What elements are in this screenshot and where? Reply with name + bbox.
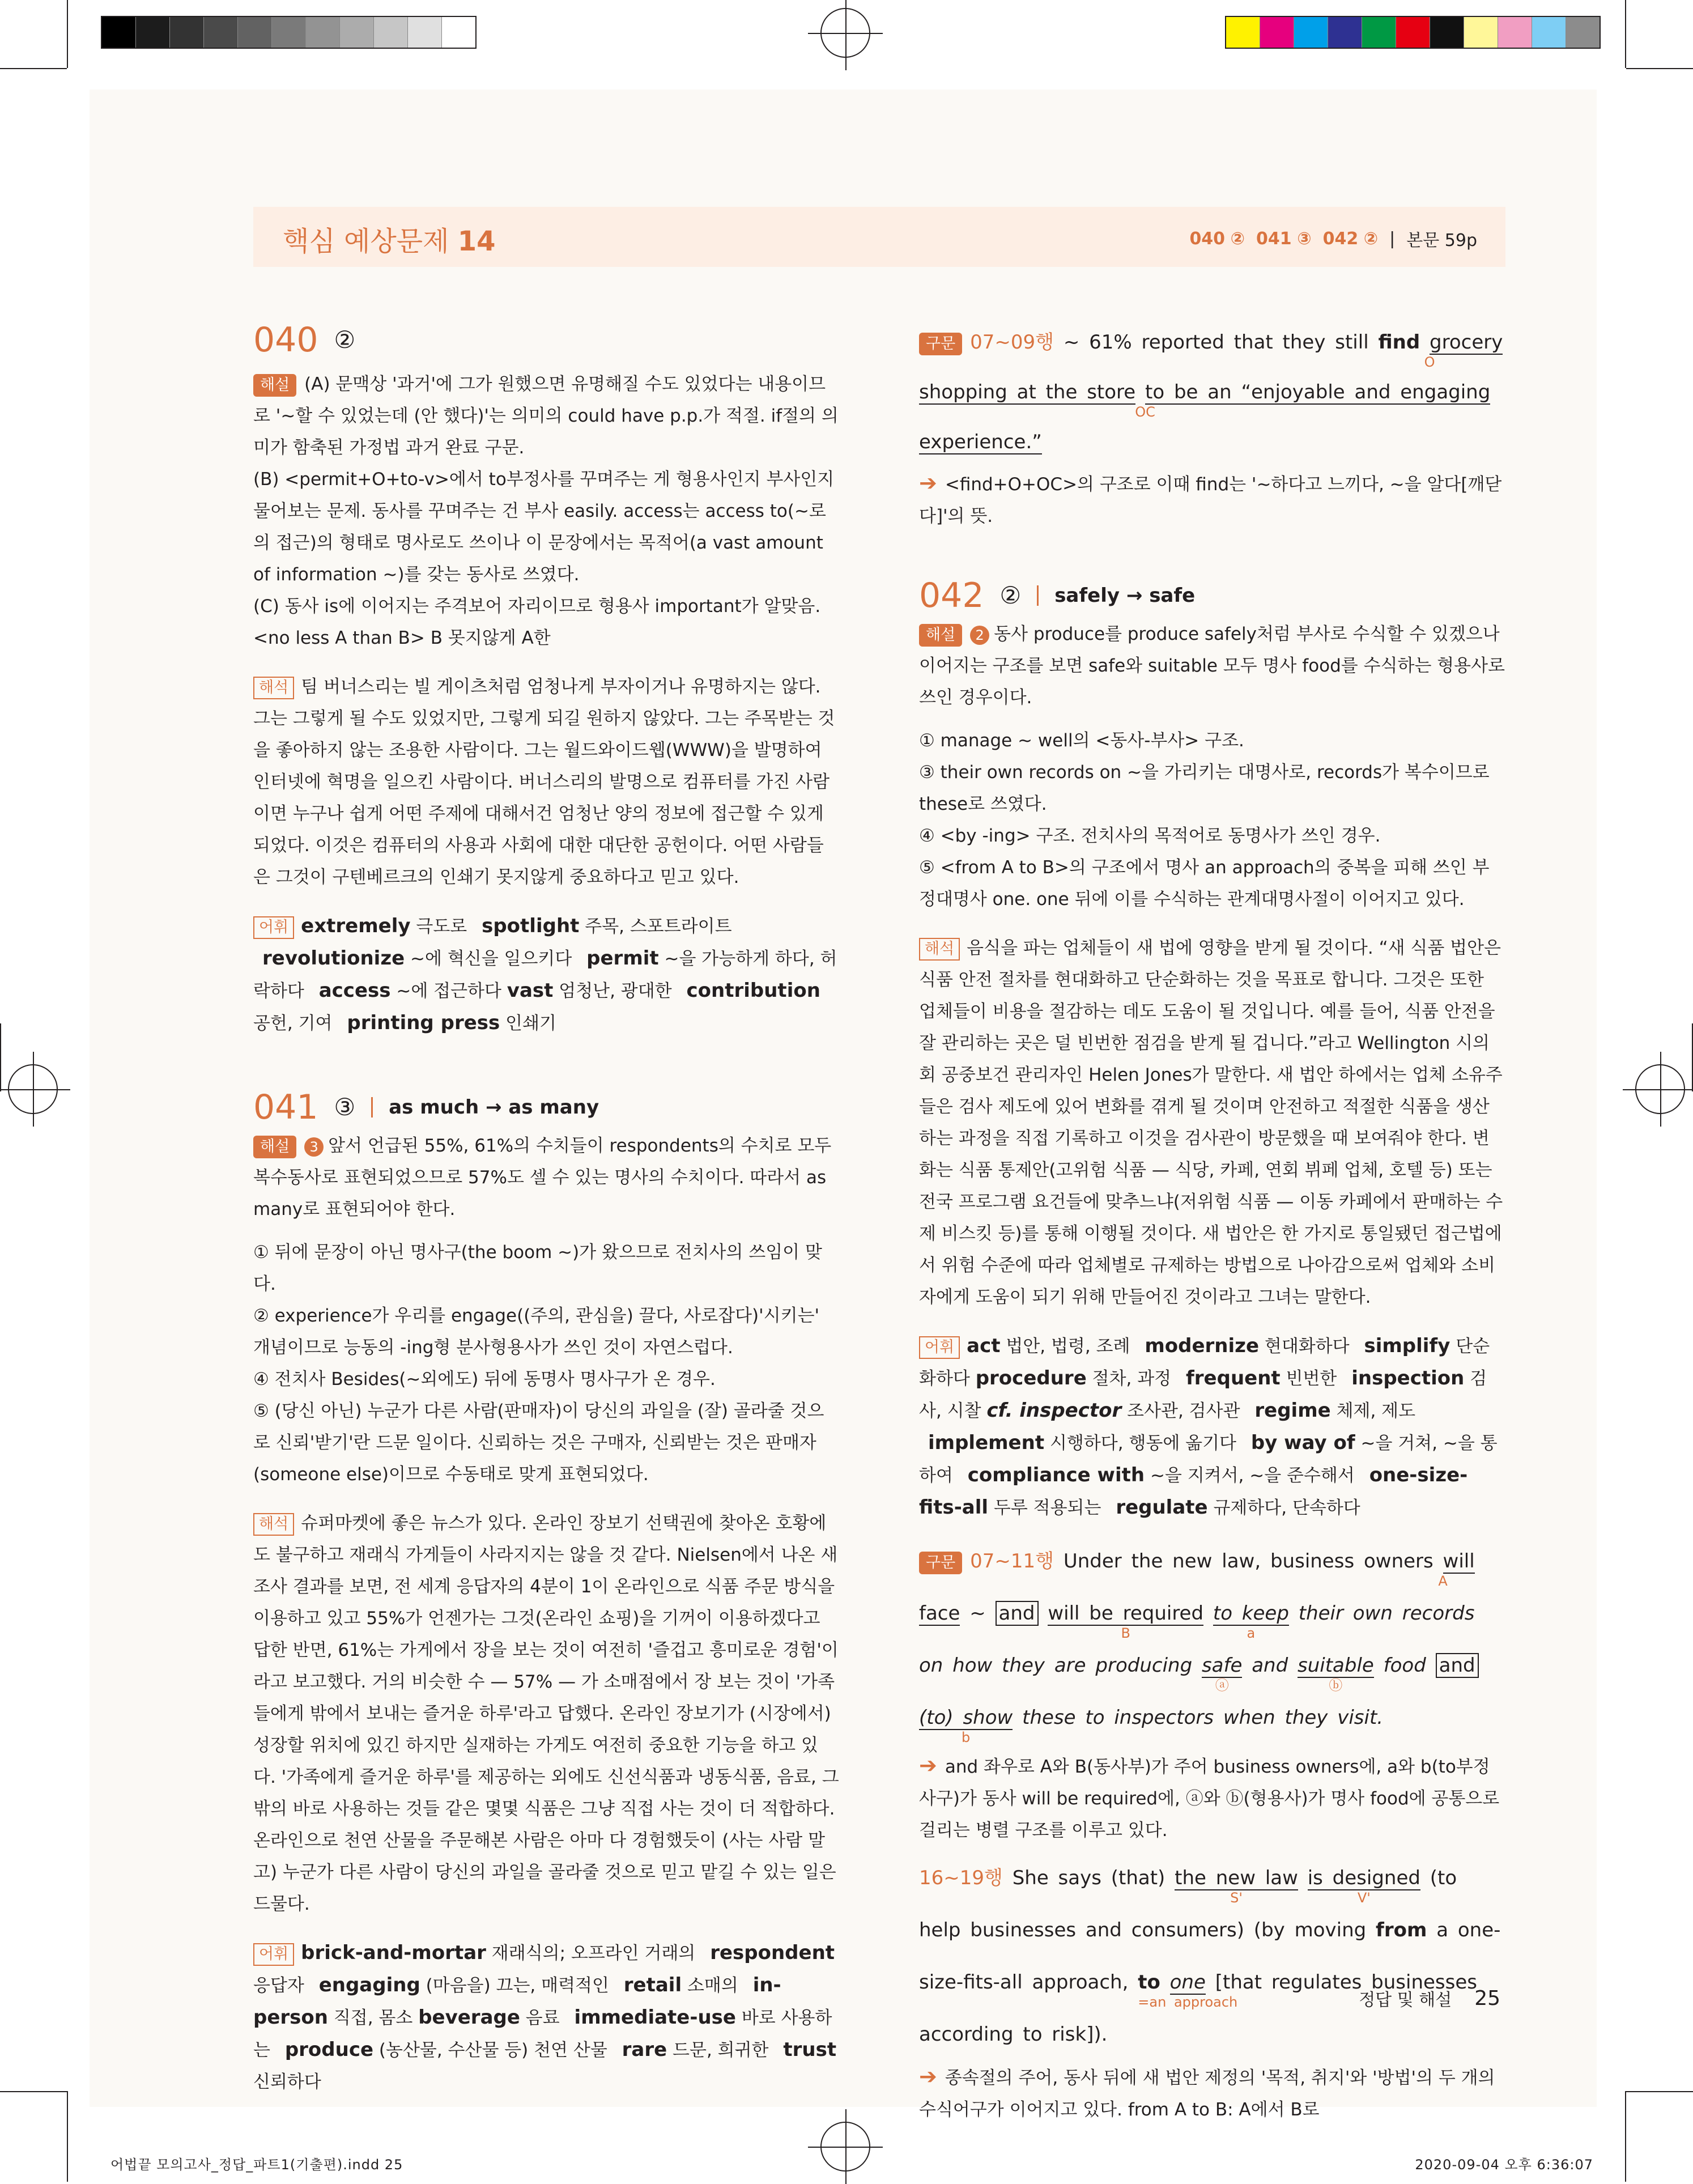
line-range: 07~11행 <box>970 1550 1054 1573</box>
answer-item: 040 ② <box>1189 228 1245 249</box>
translation-tag: 해석 <box>253 1513 294 1536</box>
left-column <box>253 317 840 2098</box>
explain-tag: 해설 <box>253 1136 296 1158</box>
answer-summary <box>1189 226 1477 251</box>
page-reference: 본문 59p <box>1406 231 1477 250</box>
point-4: ④ <by -ing> 구조. 전치사의 목적어로 동명사가 쓰인 경우. <box>919 826 1381 846</box>
divider <box>371 1097 373 1118</box>
translation-tag: 해석 <box>253 677 294 699</box>
vocab-tag: 어휘 <box>253 1943 294 1966</box>
question-042-heading <box>919 573 1505 618</box>
page-footer <box>1359 1986 1500 2011</box>
syntax-tag: 구문 <box>919 333 962 355</box>
correction: safely → safe <box>1054 584 1196 607</box>
syntax-explanation: ➔ <find+O+OC>의 구조로 이때 find는 '~하다고 느끼다, ~을 알다[깨닫다]'의 뜻. <box>919 470 1502 526</box>
crop-mark <box>1626 68 1693 69</box>
point-1: ① 뒤에 문장이 아닌 명사구(the boom ~)가 왔으므로 전치사의 쓰임이 맞다. <box>253 1242 822 1294</box>
question-number: 041 <box>253 1087 318 1127</box>
registration-mark-bottom <box>820 2122 870 2172</box>
syntax-explanation: ➔ 종속절의 주어, 동사 뒤에 새 법안 제정의 '목적, 취지'와 '방법'의 두 개의 수식어구가 이어지고 있다. from A to B: A에서 B로 <box>919 2064 1495 2120</box>
syntax-note-042-b: 16~19행 She says (that) the new law S' is designed V' (to help businesses and consumers) (by moving from a one-size-fits-all approach, to one =an approach [that regulates businesses according to risk]). <box>919 1867 1501 2046</box>
right-column <box>919 317 1505 2126</box>
point-2: ② experience가 우리를 engage((주의, 관심을) 끌다, 사로잡다)'시키는' 개념이므로 능동의 -ing형 분사형용사가 쓰인 것이 자연스럽다. <box>253 1306 820 1358</box>
crop-mark <box>0 68 67 69</box>
registration-mark-right <box>1635 1064 1685 1114</box>
point-4: ④ 전치사 Besides(~외에도) 뒤에 동명사 명사구가 온 경우. <box>253 1369 716 1390</box>
point-5: ⑤ (당신 아닌) 누군가 다른 사람(판매자)이 당신의 과일을 (잘) 골라줄 것으로 신뢰'받기'란 드문 일이다. 신뢰하는 것은 구매자, 신뢰받는 것은 판매자(someone else)이므로 수동태로 맞게 표현되었다. <box>253 1401 824 1485</box>
question-number: 042 <box>919 576 984 615</box>
answer-item: 042 ② <box>1322 228 1379 249</box>
explain-tag: 해설 <box>253 374 296 397</box>
point-1: ① manage ~ well의 <동사-부사> 구조. <box>919 730 1244 751</box>
print-slug-file: 어법끝 모의고사_정답_파트1(기출편).indd 25 <box>110 2157 403 2173</box>
complement-phrase: to be an “enjoyable and engaging experience.” OC <box>919 381 1491 453</box>
question-number: 040 <box>253 320 318 360</box>
explain-tag: 해설 <box>919 624 962 647</box>
section-header <box>253 207 1505 267</box>
vocabulary: 어휘 brick-and-mortar 재래식의; 오프라인 거래의 respondent 응답자 engaging (마음을) 끄는, 매력적인 retail 소매의 in-person 직접, 몸소 beverage 음료 immediate-use 바로 사용하는 produce (농산물, 수산물 등) 천연 산물 rare 드문, 희귀한 trust 신뢰하다 <box>253 1941 837 2092</box>
question-040-heading <box>253 317 840 363</box>
point-5: ⑤ <from A to B>의 구조에서 명사 an approach의 중복을 피해 쓰인 부정대명사 one. one 뒤에 이를 수식하는 관계대명사절이 이어지고 있다. <box>919 857 1490 910</box>
object-phrase: grocery shopping at the store O <box>919 331 1503 403</box>
crop-mark <box>0 2091 67 2092</box>
explanation: 해설 2 동사 produce를 produce safely처럼 부사로 수식할 수 있겠으나 이어지는 구조를 보면 safe와 suitable 모두 명사 food를 수식하는 형용사로 쓰인 경우이다. <box>919 624 1505 708</box>
grayscale-bar <box>101 16 477 49</box>
arrow-icon: ➔ <box>919 1753 937 1778</box>
translation: 해석 팀 버너스리는 빌 게이츠처럼 엄청나게 부자이거나 유명하지는 않다. 그는 그렇게 될 수도 있었지만, 그렇게 되길 원하지 않았다. 그는 주목받는 것을 좋아하지 않는 조용한 사람이다. 그는 월드와이드웹(WWW)을 발명하여 인터넷에 혁명을 일으킨 사람이다. 버너스리의 발명으로 컴퓨터를 가진 사람이면 누구나 쉽게 어떤 주제에 대해서건 엄청난 양의 정보에 접근할 수 있게 되었다. 이것은 컴퓨터의 사용과 사회에 대한 대단한 공헌이다. 어떤 사람들은 그것이 구텐베르크의 인쇄기 못지않게 중요하다고 믿고 있다. <box>253 677 835 887</box>
arrow-icon: ➔ <box>919 2064 937 2089</box>
vocab-tag: 어휘 <box>919 1336 960 1359</box>
arrow-icon: ➔ <box>919 470 937 495</box>
crop-mark <box>67 2091 68 2182</box>
explanation: 해설 3 앞서 언급된 55%, 61%의 수치들이 respondents의 수치로 모두 복수동사로 표현되었으므로 57%도 셀 수 있는 명사의 수치이다. 따라서 as many로 표현되어야 한다. <box>253 1136 832 1220</box>
translation: 해석 슈퍼마켓에 좋은 뉴스가 있다. 온라인 장보기 선택권에 찾아온 호황에도 불구하고 재래식 가게들이 사라지지는 않을 것 같다. Nielsen에서 나온 새 조사 결과를 보면, 전 세계 응답자의 4분이 1이 온라인으로 식품 주문 방식을 이용하고 있고 55%가 언젠가는 그것(온라인 쇼핑)을 기꺼이 이용하겠다고 답한 반면, 61%는 가게에서 장을 보는 것이 여전히 '즐겁고 흥미로운 경험'이라고 보고했다. 거의 비슷한 수 — 57% — 가 소매점에서 장 보는 것이 '가족들에게 밖에서 보내는 즐거운 하루'라고 답했다. 온라인 장보기가 (시장에서) 성장할 위치에 있긴 하지만 실재하는 가게도 여전히 중요한 기능을 하고 있다. '가족에게 즐거운 하루'를 제공하는 외에도 신선식품과 냉동식품, 음료, 그 밖의 바로 사용하는 것들 같은 몇몇 식품은 그냥 직접 사는 것이 더 적합하다. 온라인으로 천연 산물을 주문해본 사람은 아마 다 경험했듯이 (사는 사람 말고) 누군가 다른 사람이 당신의 과일을 골라줄 것으로 믿고 맡길 수 있는 일은 드물다. <box>253 1513 839 1914</box>
line-range: 16~19행 <box>919 1867 1003 1889</box>
correction: as much → as many <box>389 1096 599 1119</box>
question-041-heading <box>253 1085 840 1130</box>
crop-mark <box>1625 2091 1626 2182</box>
choice-number: 3 <box>304 1137 324 1157</box>
answer-item: 041 ③ <box>1256 228 1312 249</box>
vocab-tag: 어휘 <box>253 916 294 939</box>
answer-mark: ② <box>334 326 356 354</box>
crop-mark <box>67 0 68 68</box>
footer-label: 정답 및 해설 <box>1359 1990 1452 2010</box>
answer-mark: ② <box>999 581 1022 609</box>
translation: 해석 음식을 파는 업체들이 새 법에 영향을 받게 될 것이다. “새 식품 법안은 식품 안전 절차를 현대화하고 단순화하는 것을 목표로 합니다. 그것은 또한 업체들이 비용을 절감하는 데도 도움이 될 것입니다. 예를 들어, 식품 안전을 잘 관리하는 곳은 덜 빈번한 점검을 받게 될 겁니다.”라고 Wellington 시의회 공중보건 관리자인 Helen Jones가 말한다. 새 법안 하에서는 업체 소유주들은 검사 제도에 있어 변화를 겪게 될 것이며 안전하고 적절한 식품을 생산하는 과정을 직접 기록하고 이것을 검사관이 방문했을 때 보여줘야 한다. 변화는 식품 통제안(고위험 식품 — 식당, 카페, 연회 뷔페 업체, 호텔 등) 또는 전국 프로그램 요건들에 맞추느냐(저위험 식품 — 이동 카페에서 판매하는 수제 비스킷 등)를 통해 이행될 것이다. 새 법안은 한 가지로 통일됐던 접근법에서 위험 수준에 따라 업체별로 규제하는 방법으로 나아감으로써 업체와 소비자에게 도움이 되기 위해 만들어진 것이라고 그녀는 말한다. <box>919 938 1503 1307</box>
answer-mark: ③ <box>334 1093 356 1121</box>
crop-mark <box>0 1023 1 1091</box>
translation-tag: 해석 <box>919 938 960 961</box>
line-range: 07~09행 <box>970 331 1054 354</box>
color-bar <box>1225 16 1601 49</box>
divider: | <box>1389 228 1396 249</box>
title-prefix: 핵심 예상문제 <box>283 226 449 257</box>
syntax-tag: 구문 <box>919 1552 962 1574</box>
vocabulary: 어휘 extremely 극도로 spotlight 주목, 스포트라이트 revolutionize ~에 혁신을 일으키다 permit ~을 가능하게 하다, 허락하다 access ~에 접근하다 vast 엄청난, 광대한 contribution 공헌, 기여 printing press 인쇄기 <box>253 915 837 1034</box>
page-number: 25 <box>1474 1986 1500 2010</box>
registration-mark-top <box>820 8 870 58</box>
print-slug-date: 2020-09-04 오후 6:36:07 <box>1415 2157 1593 2173</box>
title-number: 14 <box>457 226 496 257</box>
crop-mark <box>1626 2091 1693 2092</box>
syntax-note-041: 구문 07~09행 ~ 61% reported that they still find grocery shopping at the store O to be an “enjoyable and engaging experience.” OC <box>919 331 1503 453</box>
syntax-note-042-a: 구문 07~11행 Under the new law, business owners will face A ~ and will be required B to keep a their own records on how they are producing safe ⓐ and suitable ⓑ food and (to) show b these to inspectors when they visit. <box>919 1535 1505 1744</box>
syntax-explanation: ➔ and 좌우로 A와 B(동사부)가 주어 business owners에, a와 b(to부정사구)가 동사 will be required에, ⓐ와 ⓑ(형용사)가 명사 food에 공통으로 걸리는 병렬 구조를 이루고 있다. <box>919 1753 1500 1841</box>
section-title <box>283 219 496 258</box>
explain-c: (C) 동사 is에 이어지는 주격보어 자리이므로 형용사 important가 알맞음. <no less A than B> B 못지않게 A한 <box>253 596 821 648</box>
divider <box>1037 585 1039 606</box>
registration-mark-left <box>8 1064 58 1114</box>
choice-number: 2 <box>970 626 989 645</box>
explain-a: 해설 (A) 문맥상 '과거'에 그가 원했으면 유명해질 수도 있었다는 내용이므로 '~할 수 있었는데 (안 했다)'는 의미의 could have p.p.가 적절. if절의 의미가 함축된 가정법 과거 완료 구문. <box>253 374 839 458</box>
point-3: ③ their own records on ~을 가리키는 대명사로, records가 복수이므로 these로 쓰였다. <box>919 762 1490 814</box>
vocabulary: 어휘 act 법안, 법령, 조례 modernize 현대화하다 simplify 단순화하다 procedure 절차, 과정 frequent 빈번한 inspection 검사, 시찰 cf. inspector 조사관, 검사관 regime 체제, 제도 implement 시행하다, 행동에 옮기다 by way of ~을 거쳐, ~을 통하여 compliance with ~을 지켜서, ~을 준수해서 one-size-fits-all 두루 적용되는 regulate 규제하다, 단속하다 <box>919 1335 1498 1519</box>
explain-b: (B) <permit+O+to-v>에서 to부정사를 꾸며주는 게 형용사인지 부사인지 물어보는 문제. 동사를 꾸며주는 건 부사 easily. access는 access to(~로의 접근)의 형태로 명사로도 쓰이나 이 문장에서는 목적어(a vast amount of information ~)를 갖는 동사로 쓰였다. <box>253 469 835 585</box>
crop-mark <box>1625 0 1626 68</box>
